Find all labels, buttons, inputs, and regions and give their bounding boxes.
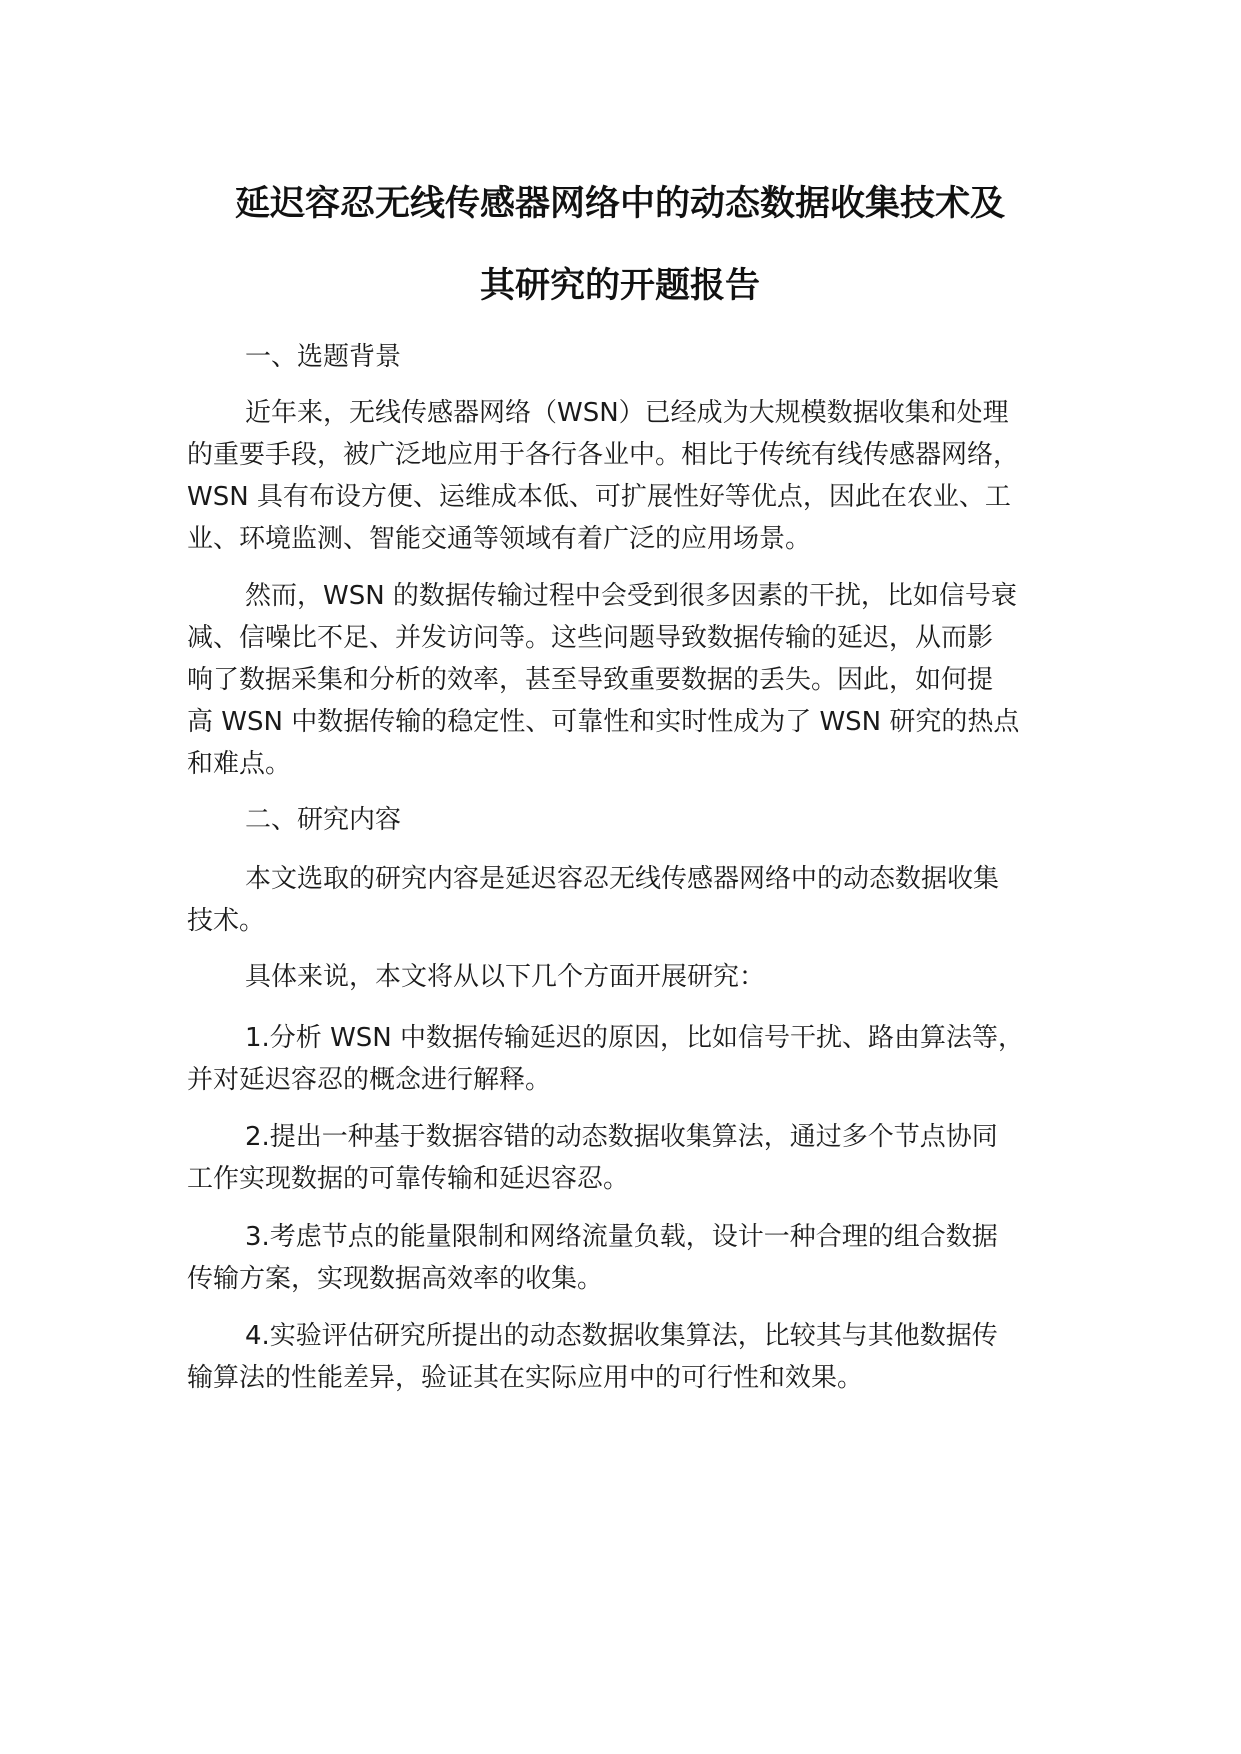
paragraph-line: 和难点。	[187, 749, 292, 779]
list-item-line: 4.实验评估研究所提出的动态数据收集算法，比较其与其他数据传	[245, 1321, 998, 1351]
heading-text: 一、选题背景	[245, 342, 402, 372]
document-title-line-1: 延迟容忍无线传感器网络中的动态数据收集技术及	[234, 184, 1005, 224]
paragraph-line: 然而，WSN 的数据传输过程中会受到很多因素的干扰，比如信号衰	[245, 581, 1017, 611]
list-item-line: 2.提出一种基于数据容错的动态数据收集算法，通过多个节点协同	[245, 1122, 998, 1152]
paragraph-line: 本文选取的研究内容是延迟容忍无线传感器网络中的动态数据收集	[245, 864, 1000, 894]
list-item-line: 3.考虑节点的能量限制和网络流量负载，设计一种合理的组合数据	[245, 1222, 998, 1252]
list-item-line: 1.分析 WSN 中数据传输延迟的原因，比如信号干扰、路由算法等，	[245, 1023, 1024, 1053]
paragraph-line: 的重要手段，被广泛地应用于各行各业中。相比于传统有线传感器网络，	[187, 440, 1020, 470]
list-item-line: 输算法的性能差异，验证其在实际应用中的可行性和效果。	[187, 1363, 864, 1393]
paragraph-line: 具体来说，本文将从以下几个方面开展研究：	[245, 962, 766, 992]
paragraph-line: 近年来，无线传感器网络（WSN）已经成为大规模数据收集和处理	[245, 398, 1009, 428]
paragraph-line: 高 WSN 中数据传输的稳定性、可靠性和实时性成为了 WSN 研究的热点	[187, 707, 1020, 737]
paragraph-line: WSN 具有布设方便、运维成本低、可扩展性好等优点，因此在农业、工	[187, 482, 1011, 512]
paragraph-line: 响了数据采集和分析的效率，甚至导致重要数据的丢失。因此，如何提	[187, 665, 994, 695]
paragraph-line: 业、环境监测、智能交通等领域有着广泛的应用场景。	[187, 524, 812, 554]
heading-text: 二、研究内容	[245, 805, 402, 835]
document-title-line-2: 其研究的开题报告	[479, 266, 760, 306]
paragraph-line: 减、信噪比不足、并发访问等。这些问题导致数据传输的延迟，从而影	[187, 623, 994, 653]
list-item-line: 工作实现数据的可靠传输和延迟容忍。	[187, 1164, 630, 1194]
paragraph-line: 技术。	[187, 906, 266, 936]
list-item-line: 并对延迟容忍的概念进行解释。	[187, 1065, 552, 1095]
list-item-line: 传输方案，实现数据高效率的收集。	[187, 1264, 604, 1294]
